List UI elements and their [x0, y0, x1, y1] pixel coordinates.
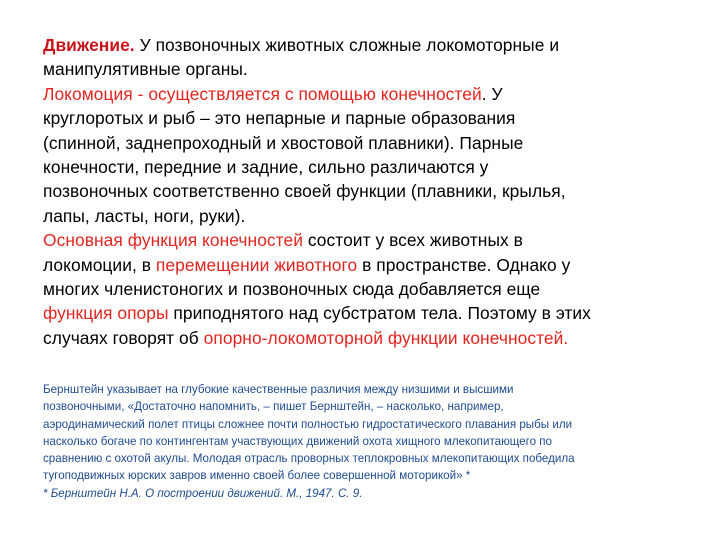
- highlighted-term: перемещении животного: [155, 254, 358, 275]
- main-text-line: [43, 253, 683, 277]
- main-text-line: [43, 277, 683, 301]
- main-text-line: [43, 155, 683, 179]
- text-run: в пространстве. Однако у: [357, 254, 571, 275]
- text-run: конечности, передние и задние, сильно различаются у: [43, 157, 489, 178]
- main-text-line: [43, 106, 683, 130]
- text-run: лапы, ласты, ноги, руки).: [43, 205, 246, 226]
- section-heading: Движение.: [43, 35, 135, 55]
- text-run: манипулятивные органы.: [43, 59, 248, 80]
- highlighted-term: с помощью конечностей: [284, 83, 482, 104]
- main-text-line: [43, 301, 683, 325]
- highlighted-term: Основная функция конечностей: [43, 230, 303, 251]
- text-run: случаях говорят об: [43, 327, 204, 348]
- main-text-block: [43, 33, 683, 350]
- highlighted-term: опорно-локомоторной функции конечностей.: [203, 327, 569, 348]
- footnote-line: насколько богаче по контингентам участвующих движений охота хищного млекопитающего по: [43, 434, 552, 448]
- text-run: локомоции, в: [43, 254, 156, 275]
- main-text-line: [43, 57, 683, 81]
- footnote-line: позвоночными, «Достаточно напомнить, – пишет Бернштейн, – насколько, например,: [43, 400, 504, 414]
- text-run: приподнятого над субстратом тела. Поэтому в этих: [168, 303, 591, 324]
- highlighted-term: Локомоция - осуществляется: [43, 83, 285, 104]
- text-run: У позвоночных животных сложные локомоторные и: [134, 35, 560, 55]
- text-run: состоит у всех животных в: [302, 230, 523, 251]
- highlighted-term: функция опоры: [43, 303, 169, 324]
- footnote-block: [43, 381, 693, 502]
- main-text-line: [43, 228, 683, 252]
- main-text-line: [43, 33, 683, 57]
- main-text-line: [43, 204, 683, 228]
- text-run: . У: [481, 83, 503, 104]
- text-run: позвоночных соответственно своей функции (плавники, крылья,: [43, 181, 566, 202]
- footnote-line: Бернштейн указывает на глубокие качественные различия между низшими и высшими: [43, 383, 514, 396]
- citation: * Бернштейн Н.А. О построении движений. М., 1947. С. 9.: [43, 486, 363, 500]
- main-text-line: [43, 326, 683, 350]
- text-run: круглоротых и рыб – это непарные и парные образования: [43, 108, 516, 129]
- footnote-line: аэродинамический полет птицы сложнее почти полностью гидростатического плавания рыбы или: [43, 417, 573, 431]
- footnote-line: сравнению с охотой акулы. Молодая отрасль проворных теплокровных млекопитающих победила: [43, 452, 575, 466]
- main-text-line: [43, 179, 683, 203]
- text-run: (спинной, заднепроходный и хвостовой плавники). Парные: [43, 132, 524, 153]
- text-run: многих членистоногих и позвоночных сюда добавляется еще: [43, 279, 541, 300]
- main-text-line: [43, 82, 683, 106]
- footnote-line: тугоподвижных юрских завров именно своей более совершенной моторикой» *: [43, 469, 471, 483]
- main-text-line: [43, 131, 683, 155]
